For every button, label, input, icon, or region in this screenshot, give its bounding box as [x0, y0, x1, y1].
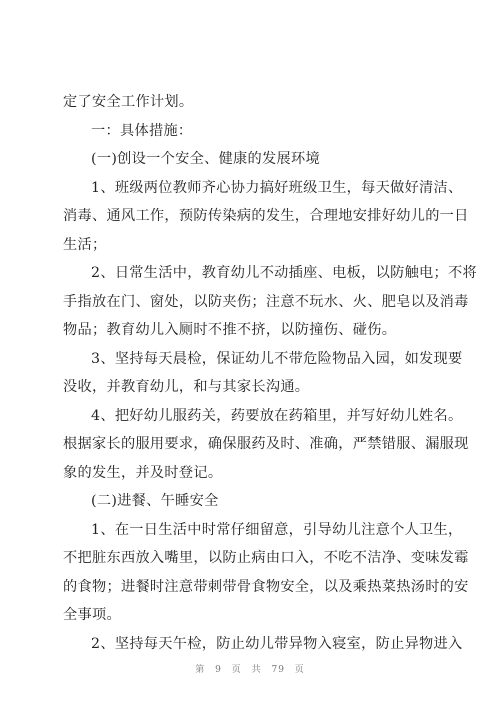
text-line: 消毒、通风工作，预防传染病的发生，合理地安排好幼儿的一日	[63, 208, 469, 224]
text-line: 手指放在门、窗处，以防夹伤；注意不玩水、火、肥皂以及消毒	[63, 293, 469, 310]
text-line: 一：具体措施：	[91, 122, 193, 139]
text-line: 1、在一日生活中时常仔细留意，引导幼儿注意个人卫生，	[91, 521, 463, 538]
text-block	[63, 88, 478, 658]
text-line: 2、日常生活中，教育幼儿不动插座、电板，以防触电；不将	[91, 265, 478, 281]
text-line: 4、把好幼儿服药关，药要放在药箱里，并写好幼儿姓名。	[91, 407, 463, 424]
page-footer	[0, 662, 500, 675]
text-line: 没收，并教育幼儿，和与其家长沟通。	[63, 379, 310, 395]
text-line: 物品；教育幼儿入厕时不推不挤，以防撞伤、碰伤。	[63, 322, 397, 338]
footer-prefix: 第	[195, 665, 206, 675]
text-line: 2、坚持每天午检，防止幼儿带异物入寝室，防止异物进入	[91, 635, 463, 652]
section-heading: (二)进餐、午睡安全	[91, 493, 219, 509]
section-heading: (一)创设一个安全、健康的发展环境	[91, 151, 320, 167]
text-line: 的食物；进餐时注意带刺带骨食物安全，以及乘热菜热汤时的安	[63, 578, 469, 595]
text-line: 根据家长的服用要求，确保服药及时、准确，严禁错服、漏服现	[63, 436, 469, 452]
footer-suffix: 页	[294, 665, 305, 675]
document-body	[63, 88, 478, 658]
total-pages-number: 79	[271, 665, 285, 675]
footer-page-word: 页	[231, 665, 242, 675]
text-line: 全事项。	[63, 607, 121, 623]
text-line: 象的发生，并及时登记。	[63, 464, 223, 481]
current-page-number: 9	[215, 665, 222, 675]
text-line: 1、班级两位教师齐心协力搞好班级卫生，每天做好清洁、	[91, 179, 463, 196]
footer-total-prefix: 共	[251, 665, 262, 675]
text-line: 定了安全工作计划。	[63, 94, 194, 110]
text-line: 不把脏东西放入嘴里，以防止病由口入，不吃不洁净、变味发霉	[63, 550, 469, 566]
text-line: 生活；	[63, 236, 107, 253]
text-line: 3、坚持每天晨检，保证幼儿不带危险物品入园，如发现要	[91, 350, 463, 367]
